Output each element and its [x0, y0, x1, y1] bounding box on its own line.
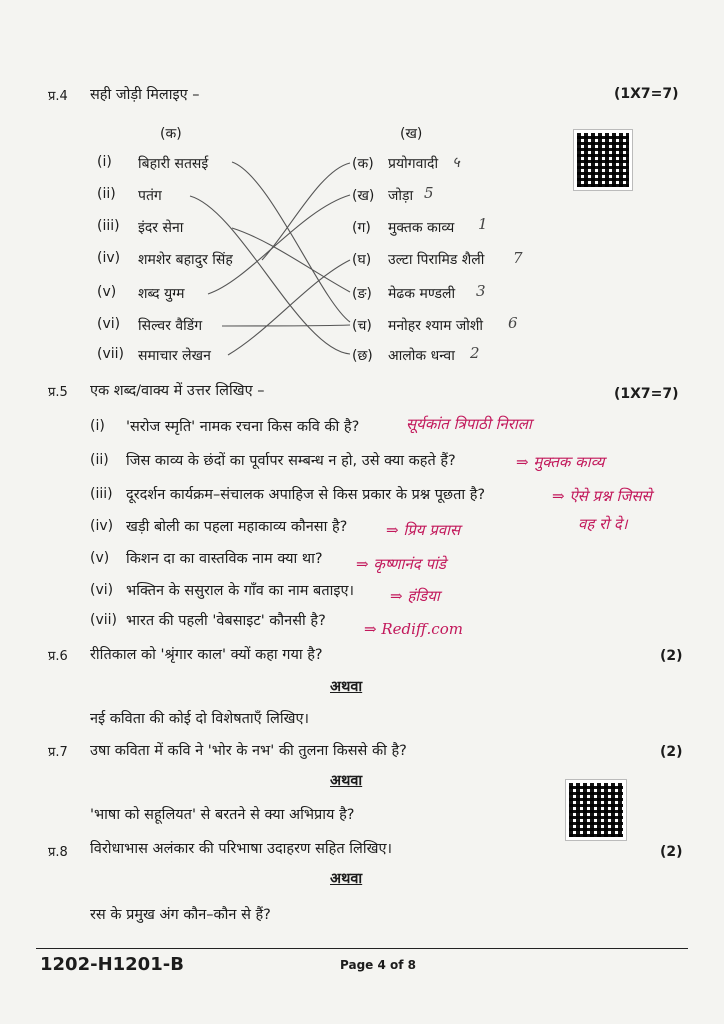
match-left-item: इंदर सेना — [138, 220, 184, 236]
subquestion-number: (iii) — [90, 486, 113, 502]
match-line — [228, 260, 350, 355]
q8-number: प्र.8 — [48, 845, 68, 860]
match-left-item: शब्द युग्म — [138, 286, 185, 302]
q6-or-label: अथवा — [330, 679, 363, 695]
subquestion-text: 'सरोज स्मृति' नामक रचना किस कवि की है? — [126, 419, 360, 435]
match-left-number: (vi) — [97, 316, 121, 332]
match-right-item: मुक्तक काव्य — [388, 220, 455, 236]
match-right-number: (ग) — [352, 220, 371, 236]
q6-alternative: नई कविता की कोई दो विशेषताएँ लिखिए। — [90, 711, 309, 727]
match-left-item: सिल्वर वैडिंग — [138, 318, 203, 334]
subquestion-number: (v) — [90, 550, 110, 566]
handwritten-match-number: ५ — [452, 153, 460, 171]
q5-instruction: एक शब्द/वाक्य में उत्तर लिखिए – — [90, 383, 265, 399]
subquestion-text: भारत की पहली 'वेबसाइट' कौनसी है? — [126, 613, 326, 629]
subquestion-number: (vi) — [90, 582, 114, 598]
q7-or-label: अथवा — [330, 773, 363, 789]
q4-number: प्र.4 — [48, 89, 68, 104]
q4-instruction: सही जोड़ी मिलाइए – — [90, 87, 200, 103]
q6-number: प्र.6 — [48, 649, 68, 664]
page-number: Page 4 of 8 — [340, 958, 416, 972]
q4-marks: (1X7=7) — [614, 86, 679, 102]
q6-text: रीतिकाल को 'श्रृंगार काल' क्यों कहा गया है? — [90, 647, 323, 663]
handwritten-answer-continued: वह रो दे। — [578, 515, 628, 533]
q7-number: प्र.7 — [48, 745, 68, 760]
paper-code: 1202-H1201-B — [40, 954, 184, 975]
handwritten-match-number: 7 — [513, 249, 523, 267]
q5-marks: (1X7=7) — [614, 386, 679, 402]
q5-number: प्र.5 — [48, 385, 68, 400]
subquestion-text: किशन दा का वास्तविक नाम क्या था? — [126, 551, 323, 567]
match-line — [232, 228, 350, 292]
match-right-number: (घ) — [352, 252, 372, 268]
handwritten-answer: ⇒ मुक्तक काव्य — [516, 453, 605, 471]
match-right-number: (छ) — [352, 348, 373, 364]
q8-alternative: रस के प्रमुख अंग कौन–कौन से हैं? — [90, 907, 271, 923]
handwritten-match-number: 6 — [508, 314, 518, 332]
qr-code-bottom — [566, 780, 626, 840]
match-left-item: बिहारी सतसई — [138, 156, 209, 172]
handwritten-answer: ⇒ कृष्णानंद पांडे — [356, 555, 446, 573]
subquestion-text: दूरदर्शन कार्यक्रम–संचालक अपाहिज से किस प्रकार के प्रश्न पूछता है? — [126, 487, 486, 503]
subquestion-number: (vii) — [90, 612, 117, 628]
match-right-number: (ख) — [352, 188, 375, 204]
match-right-number: (च) — [352, 318, 372, 334]
handwritten-match-number: 2 — [470, 344, 480, 362]
match-right-item: मेढक मण्डली — [388, 286, 456, 302]
match-right-item: मनोहर श्याम जोशी — [388, 318, 484, 334]
subquestion-text: जिस काव्य के छंदों का पूर्वापर सम्बन्ध न हो, उसे क्या कहते हैं? — [126, 453, 456, 469]
handwritten-match-number: 1 — [478, 215, 488, 233]
subquestion-number: (iv) — [90, 518, 114, 534]
subquestion-number: (i) — [90, 418, 105, 434]
match-right-item: उल्टा पिरामिड शैली — [388, 252, 485, 268]
handwritten-answer: ⇒ हंडिया — [390, 587, 440, 605]
q7-alternative: 'भाषा को सहूलियत' से बरतने से क्या अभिप्राय है? — [90, 807, 355, 823]
column-b-header: (ख) — [400, 126, 423, 142]
subquestion-text: भक्तिन के ससुराल के गाँव का नाम बताइए। — [126, 583, 354, 599]
q8-text: विरोधाभास अलंकार की परिभाषा उदाहरण सहित लिखिए। — [90, 841, 392, 857]
match-left-item: समाचार लेखन — [138, 348, 211, 364]
match-left-item: पतंग — [138, 188, 162, 204]
column-a-header: (क) — [160, 126, 182, 142]
match-left-number: (v) — [97, 284, 117, 300]
match-right-number: (क) — [352, 156, 374, 172]
match-left-number: (ii) — [97, 186, 116, 202]
handwritten-answer: ⇒ प्रिय प्रवास — [386, 521, 461, 539]
q6-marks: (2) — [660, 648, 683, 664]
match-line — [232, 162, 350, 322]
match-left-number: (iii) — [97, 218, 120, 234]
handwritten-match-number: 3 — [476, 282, 486, 300]
match-left-number: (iv) — [97, 250, 121, 266]
subquestion-number: (ii) — [90, 452, 109, 468]
q7-text: उषा कविता में कवि ने 'भोर के नभ' की तुलना किससे की है? — [90, 743, 407, 759]
match-right-number: (ङ) — [352, 286, 372, 302]
handwritten-answer: ⇒ Rediff.com — [364, 620, 463, 638]
q8-or-label: अथवा — [330, 871, 363, 887]
subquestion-text: खड़ी बोली का पहला महाकाव्य कौनसा है? — [126, 519, 348, 535]
match-left-number: (i) — [97, 154, 112, 170]
handwritten-answer: सूर्यकांत त्रिपाठी निराला — [406, 415, 532, 433]
footer-divider — [36, 948, 688, 949]
match-line — [222, 325, 350, 326]
handwritten-answer: ⇒ ऐसे प्रश्न जिससे — [552, 487, 652, 505]
match-left-item: शमशेर बहादुर सिंह — [138, 252, 233, 268]
handwritten-match-number: 5 — [424, 184, 434, 202]
match-left-number: (vii) — [97, 346, 124, 362]
match-right-item: जोड़ा — [388, 188, 414, 204]
q8-marks: (2) — [660, 844, 683, 860]
q7-marks: (2) — [660, 744, 683, 760]
match-right-item: प्रयोगवादी — [388, 156, 439, 172]
match-right-item: आलोक धन्वा — [388, 348, 455, 364]
